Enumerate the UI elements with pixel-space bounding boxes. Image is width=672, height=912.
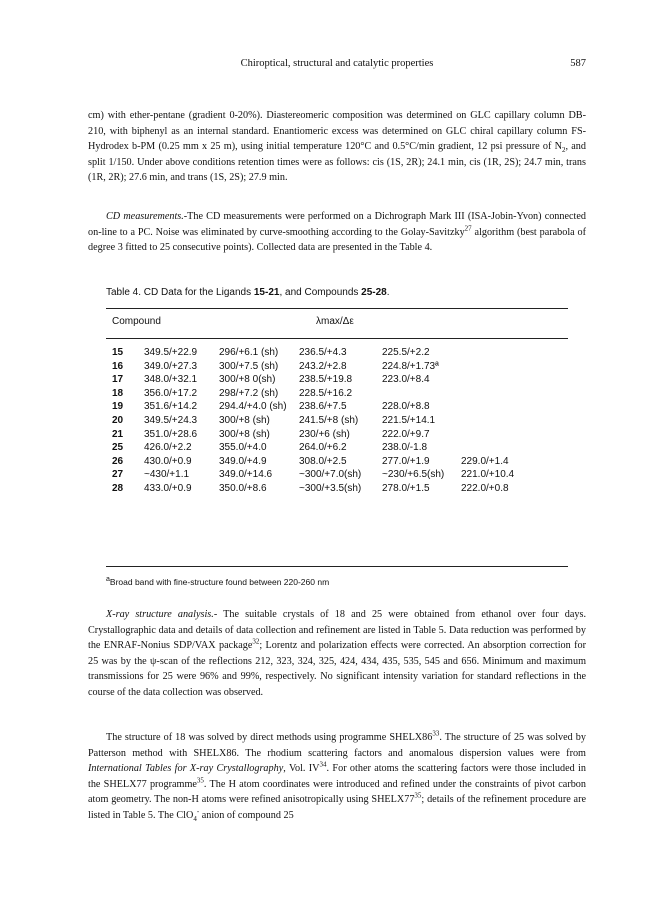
table-row — [106, 401, 568, 415]
table-header-rule — [106, 338, 568, 339]
compound-number: 26 — [112, 455, 124, 467]
caption-ligands: 15-21 — [253, 287, 280, 298]
italic-title: International Tables for X-ray Crystallography — [88, 763, 284, 774]
table-caption — [106, 287, 390, 298]
cd-value: 426.0/+2.2 — [144, 442, 192, 454]
subscript: 4 — [193, 814, 197, 823]
table-row — [106, 388, 568, 402]
cd-value: 241.5/+8 (sh) — [299, 414, 359, 426]
table-top-rule — [106, 308, 568, 309]
cd-value: 277.0/+1.9 — [382, 455, 430, 467]
section-lead: CD measurements. — [106, 211, 184, 222]
cd-value: 264.0/+6.2 — [299, 442, 347, 454]
paragraph-text: , Vol. IV — [283, 763, 320, 774]
compound-number: 18 — [112, 387, 124, 399]
table-row — [106, 347, 568, 361]
cd-value: ~300/+3.5(sh) — [299, 482, 362, 494]
reference-superscript: 33 — [432, 729, 440, 738]
cd-value: 294.4/+4.0 (sh) — [219, 401, 287, 413]
caption-compounds: 25-28 — [361, 287, 387, 298]
paragraph-text: anion of compound 25 — [199, 809, 294, 821]
caption-text: . — [386, 287, 390, 298]
reference-superscript: 34 — [319, 760, 327, 769]
cd-value: 300/+8 0(sh) — [219, 374, 276, 386]
caption-text: , and Compounds — [279, 287, 362, 298]
paragraph-glc — [88, 108, 586, 186]
paragraph-text: cm) with ether-pentane (gradient 0-20%). Diastereomeric composition was determined on GLC capillary column DB-210, with biphenyl as an internal standard. Enantiomeric excess was determined on GLC chiral capillary column FS-Hydrodex b-PM (0.25 mm x 25 m), using initial temperature 120°C and 0.5°C/min gradient, 12 psi pressure of N — [88, 110, 586, 152]
cd-value: 221.0/+10.4 — [461, 469, 515, 481]
cd-value: 348.0/+32.1 — [144, 374, 198, 386]
cd-value: 225.5/+2.2 — [382, 347, 430, 358]
compound-number: 21 — [112, 428, 124, 440]
cd-value: 238.5/+19.8 — [299, 374, 353, 386]
paragraph-text: . The H atom coordinates were introduced and refined under the constraints of pivot carbon atom geometry. The non-H atoms were refined anisotropically using SHELX77 — [88, 778, 586, 805]
cd-value: ~230/+6.5(sh) — [382, 469, 445, 481]
superscript: - — [196, 807, 200, 816]
compound-number: 15 — [112, 347, 124, 358]
cd-value: 228.0/+8.8 — [382, 401, 430, 413]
paragraph-text: ; details of the refinement procedure are listed in Table 5. The ClO — [88, 794, 586, 821]
cd-value: 223.0/+8.4 — [382, 374, 430, 386]
cd-value: ~430/+1.1 — [144, 469, 190, 481]
cd-value: 349.5/+22.9 — [144, 347, 198, 358]
running-header — [88, 58, 586, 74]
table-row — [106, 456, 568, 470]
cd-value: 433.0/+0.9 — [144, 482, 192, 494]
cd-value: ~300/+7.0(sh) — [299, 469, 362, 481]
table-bottom-rule — [106, 566, 568, 567]
compound-number: 17 — [112, 374, 124, 386]
reference-superscript: 27 — [464, 224, 472, 233]
cd-value: 300/+8 (sh) — [219, 414, 270, 426]
compound-number: 19 — [112, 401, 124, 413]
cd-value: 298/+7.2 (sh) — [219, 387, 279, 399]
cd-value: 224.8/+1.73ª — [382, 360, 439, 372]
table-row — [106, 374, 568, 388]
cd-value: 355.0/+4.0 — [219, 442, 267, 454]
cd-value: 349.5/+24.3 — [144, 414, 198, 426]
cd-value: 278.0/+1.5 — [382, 482, 430, 494]
cd-value: 222.0/+9.7 — [382, 428, 430, 440]
compound-number: 27 — [112, 469, 124, 481]
page-number: 587 — [570, 58, 586, 69]
cd-value: 236.5/+4.3 — [299, 347, 347, 358]
cd-value: 238.6/+7.5 — [299, 401, 347, 413]
paragraph-text: . For other atoms the scattering factors were those included in the SHELX77 programme — [88, 763, 586, 790]
cd-value: 221.5/+14.1 — [382, 414, 436, 426]
paragraph-text: ; Lorentz and polarization effects were corrected. An absorption correction for 25 was by the ψ-scan of the reflections 212, 323, 324, 325, 424, 434, 435, 535, 545 and 656. Minimum and maximum transmissions for 25 were 96% and 99%, respectively. No significant intensity variation for standard reflections in the course of the data collection was observed. — [88, 640, 586, 698]
reference-superscript: 35 — [414, 791, 422, 800]
subscript: 2 — [561, 146, 566, 155]
cd-value: 350.0/+8.6 — [219, 482, 267, 494]
cd-value: 222.0/+0.8 — [461, 482, 509, 494]
paragraph-structure-solution — [88, 730, 586, 823]
compound-number: 20 — [112, 414, 124, 426]
cd-value: 296/+6.1 (sh) — [219, 347, 279, 358]
table-row — [106, 469, 568, 483]
paragraph-text: algorithm (best parabola of degree 3 fitted to 25 consecutive points). Collected data are presented in the Table 4. — [88, 226, 586, 253]
cd-value: 228.5/+16.2 — [299, 387, 353, 399]
reference-superscript: 32 — [252, 637, 260, 646]
cd-value: 229.0/+1.4 — [461, 455, 509, 467]
paragraph-text: , and split 1/150. Under above conditions retention times were as follows: cis (1S, 2R); 24.1 min, cis (1R, 2S); 24.7 min, trans (1R, 2R); 27.6 min, and trans (1S, 2S); 27.9 min. — [88, 141, 586, 183]
cd-value: 351.0/+28.6 — [144, 428, 198, 440]
cd-value: 356.0/+17.2 — [144, 387, 198, 399]
section-lead: X-ray structure analysis. — [106, 609, 214, 620]
cd-value: 300/+8 (sh) — [219, 428, 270, 440]
cd-value: 349.0/+27.3 — [144, 360, 198, 372]
column-header-compound: Compound — [112, 316, 161, 327]
cd-value: 349.0/+14.6 — [219, 469, 273, 481]
cd-value: 230/+6 (sh) — [299, 428, 350, 440]
paragraph-cd-measurements — [88, 209, 586, 256]
paragraph-text: The structure of 18 was solved by direct methods using programme SHELX86 — [106, 732, 433, 743]
compound-number: 28 — [112, 482, 124, 494]
caption-text: Table 4. CD Data for the Ligands — [106, 287, 254, 298]
paragraph-text: -The CD measurements were performed on a Dichrograph Mark III (ISA-Jobin-Yvon) connected on-line to a PC. Noise was eliminated by curve-smoothing according to the Golay-Savitzky — [88, 211, 586, 238]
cd-value: 243.2/+2.8 — [299, 360, 347, 372]
compound-number: 25 — [112, 442, 124, 454]
paragraph-text: . The structure of 25 was solved by Patterson method with SHELX86. The rhodium scattering factors and anomalous dispersion values were from — [88, 732, 586, 759]
table-row — [106, 429, 568, 443]
running-title: Chiroptical, structural and catalytic properties — [240, 58, 434, 69]
footnote-text: Broad band with fine-structure found between 220-260 nm — [109, 577, 330, 587]
table-footnote — [106, 577, 329, 587]
table-row — [106, 415, 568, 429]
paragraph-text: - The suitable crystals of 18 and 25 were obtained from ethanol over four days. Crystallographic data and details of data collection and refinement are listed in Table 5. Data reduction was performed by the ENRAF-Nonius SDP/VAX package — [88, 609, 586, 651]
cd-value: 349.0/+4.9 — [219, 455, 267, 467]
table-row — [106, 361, 568, 375]
cd-value: 238.0/-1.8 — [382, 442, 428, 454]
cd-value: 300/+7.5 (sh) — [219, 360, 279, 372]
cd-value: 430.0/+0.9 — [144, 455, 192, 467]
cd-value: 308.0/+2.5 — [299, 455, 347, 467]
table-row — [106, 483, 568, 497]
cd-value: 351.6/+14.2 — [144, 401, 198, 413]
column-header-lambda: λmax/Δε — [316, 316, 354, 327]
cd-data-table — [106, 347, 568, 497]
reference-superscript: 35 — [196, 776, 204, 785]
compound-number: 16 — [112, 360, 124, 372]
table-row — [106, 442, 568, 456]
footnote-mark: a — [106, 576, 110, 584]
paragraph-xray — [88, 607, 586, 700]
